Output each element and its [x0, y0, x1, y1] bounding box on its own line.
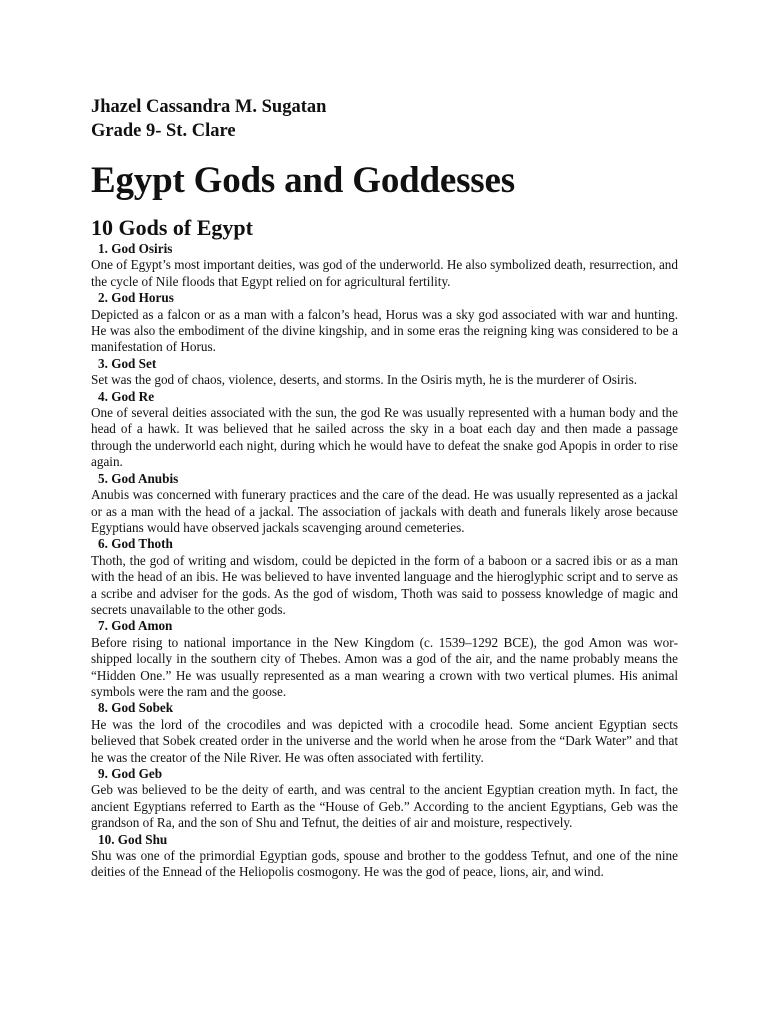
- document-title: Egypt Gods and Goddesses: [91, 160, 515, 201]
- god-list-item: [91, 356, 678, 389]
- god-name: God Horus: [111, 290, 174, 306]
- god-heading: [91, 389, 678, 405]
- god-name: God Osiris: [111, 241, 173, 256]
- god-list-item: [91, 389, 678, 471]
- god-number: 3.: [98, 355, 108, 371]
- grade-section: Grade 9- St. Clare: [91, 121, 236, 141]
- god-list-item: [91, 536, 678, 618]
- god-list-item: [91, 241, 678, 290]
- god-description: He was the lord of the crocodiles and was depicted with a crocodile head. Some ancient Egyptian sects believed that Sobek created order in the universe and the world when he arose from the “Dark Water” and that he was the creator of the Nile River. He was often associated with fertility.: [91, 716, 678, 765]
- god-number: 2.: [98, 290, 108, 306]
- god-heading: [91, 356, 678, 372]
- god-number: 4.: [98, 388, 108, 404]
- god-list-item: [91, 471, 678, 537]
- god-description: One of several deities associated with the sun, the god Re was usually represented with a human body and the head of a hawk. It was believed that he sailed across the sky in a boat each day and then made a passage through the underworld each night, during which he would have to defeat the snake god Apopis in order to rise again.: [91, 405, 678, 470]
- god-number: 8.: [98, 700, 108, 716]
- god-description: Depicted as a falcon or as a man with a falcon’s head, Horus was a sky god associated with war and hunting. He was also the embodiment of the divine kingship, and in some eras the reigning king was considered to be a manifestation of Horus.: [91, 306, 678, 355]
- god-description: Set was the god of chaos, violence, deserts, and storms. In the Osiris myth, he is the murderer of Osiris.: [91, 372, 638, 388]
- god-description: One of Egypt’s most important deities, was god of the underworld. He also symbolized death, resurrection, and the cycle of Nile floods that Egypt relied on for agricultural fertility.: [91, 257, 678, 289]
- god-description: Geb was believed to be the deity of earth, and was central to the ancient Egyptian creation myth. In fact, the ancient Egyptians referred to Earth as the “House of Geb.” According to the ancient Egyptians, Geb was the grandson of Ra, and the son of Shu and Tefnut, the deities of air and moisture, respectively.: [91, 782, 678, 831]
- god-description: Shu was one of the primordial Egyptian gods, spouse and brother to the goddess Tefnut, and one of the nine deities of the Ennead of the Heliopolis cosmogony. He was the god of peace, lions, air, and wind.: [91, 848, 678, 880]
- god-name: God Geb: [111, 766, 163, 781]
- god-name: God Amon: [111, 618, 173, 634]
- god-number: 5.: [98, 470, 108, 486]
- god-heading: [91, 618, 678, 634]
- god-name: God Set: [111, 355, 157, 371]
- god-name: God Sobek: [111, 700, 174, 716]
- section-heading: 10 Gods of Egypt: [91, 215, 253, 240]
- god-number: 1.: [98, 241, 108, 256]
- god-heading: [91, 241, 678, 257]
- author-name: Jhazel Cassandra M. Sugatan: [91, 97, 327, 117]
- god-name: God Thoth: [111, 536, 173, 552]
- god-description: Anubis was concerned with funerary practices and the care of the dead. He was usually represented as a jackal or as a man with the head of a jackal. The association of jackals with death and funerals likely arose because Egyptians would have observed jackals scavenging around cemeteries.: [91, 487, 678, 535]
- god-name: God Re: [111, 388, 155, 404]
- god-list-item: [91, 700, 678, 766]
- god-number: 7.: [98, 618, 108, 634]
- god-heading: [91, 766, 678, 782]
- god-list-item: [91, 290, 678, 356]
- god-heading: [91, 700, 678, 716]
- god-number: 9.: [98, 766, 108, 781]
- god-number: 6.: [98, 536, 108, 552]
- god-heading: [91, 290, 678, 306]
- god-number: 10.: [98, 831, 115, 847]
- god-name: God Shu: [117, 831, 168, 847]
- god-heading: [91, 536, 678, 552]
- god-description: Thoth, the god of writing and wisdom, could be depicted in the form of a baboon or a sacred ibis or as a man with the head of an ibis. He was believed to have invented language and the hieroglyphic script and to serve as a scribe and adviser for the gods. As the god of wisdom, Thoth was said to possess knowledge of magic and secrets unavailable to the other gods.: [91, 552, 678, 617]
- god-list-item: [91, 832, 678, 881]
- god-heading: [91, 471, 678, 487]
- god-list-item: [91, 766, 678, 832]
- god-list-item: [91, 618, 678, 700]
- god-description: Before rising to national importance in the New Kingdom (c. 1539–1292 BCE), the god Amon was worshipped locally in the southern city of Thebes. Amon was a god of the air, and the name probably means the “Hidden One.” He was usually represented as a man wearing a crown with two vertical plumes. His animal symbols were the ram and the goose.: [91, 634, 678, 699]
- gods-list: [91, 241, 678, 881]
- god-name: God Anubis: [111, 470, 179, 486]
- god-heading: [91, 832, 678, 848]
